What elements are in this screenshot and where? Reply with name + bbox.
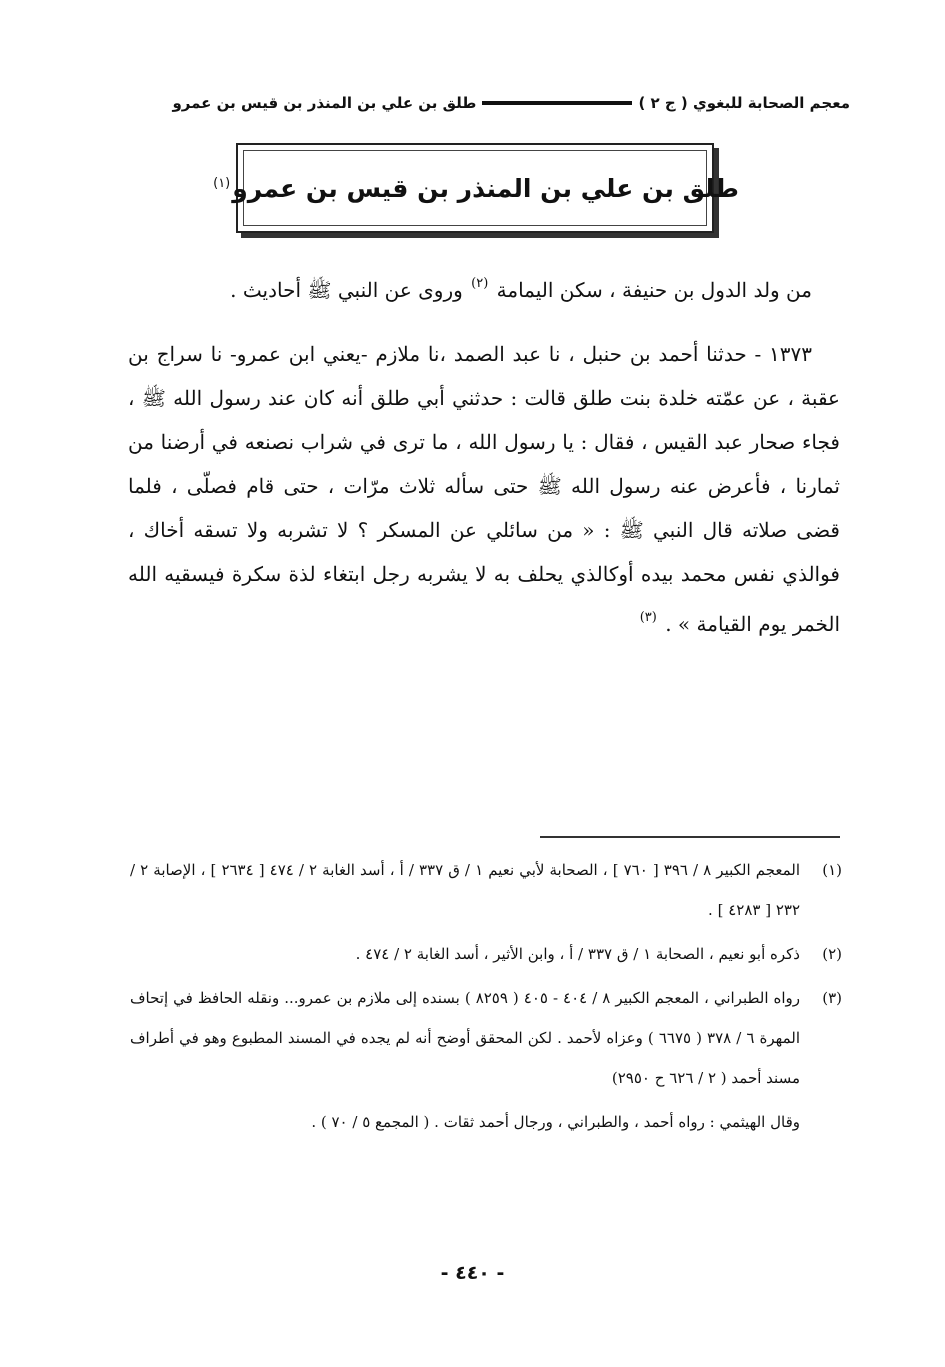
- footnote-2: [130, 934, 842, 974]
- footnote-separator: [540, 836, 840, 838]
- footnote-text: المعجم الكبير ٨ / ٣٩٦ [ ٧٦٠ ] ، الصحابة لأبي نعيم ١ / ق ٣٣٧ / أ ، أسد الغابة ٢ / ٤٧٤ [ ٢٦٣٤ ] ، الإصابة ٢ / ٢٣٢ [ ٤٢٨٣ ] .: [130, 861, 801, 919]
- page-number: - ٤٤٠ -: [440, 1262, 505, 1284]
- footnote-text: ذكره أبو نعيم ، الصحابة ١ / ق ٣٣٧ / أ ، وابن الأثير ، أسد الغابة ٢ / ٤٧٤ .: [355, 945, 800, 963]
- hadith-paragraph: [128, 332, 840, 646]
- main-text: [128, 262, 840, 646]
- footnote-number: (٣): [822, 989, 842, 1007]
- hadith-text: ١٣٧٣ - حدثنا أحمد بن حنبل ، نا عبد الصمد ،نا ملازم -يعني ابن عمرو- نا سراج بن عقبة ، عن عمّته خلدة بنت طلق قالت : حدثني أبي طلق أنه كان عند رسول الله ﷺ ، فجاء صحار عبد القيس ، فقال : يا رسول الله ، ما ترى في شراب نصنعه في أرضنا من ثمارنا ، فأعرض عنه رسول الله ﷺ حتى سأله ثلاث مرّات ، حتى قام فصلّى ، فلما قضى صلاته قال النبي ﷺ : « من سائلي عن المسكر ؟ لا تشربه ولا تسقه أخاك ، فوالذي نفس محمد بيده أوكالذي يحلف به لا يشربه رجل ابتغاء لذة سكرة فيسقيه الله الخمر يوم القيامة » .: [128, 342, 840, 636]
- entry-title-box: [213, 143, 739, 233]
- running-header-entry: طلق بن علي بن المنذر بن قيس بن عمرو: [172, 94, 477, 112]
- running-header-book: معجم الصحابة للبغوي ( ج ٢ ): [638, 94, 850, 112]
- footnote-text: رواه الطبراني ، المعجم الكبير ٨ / ٤٠٤ - ٤٠٥ ( ٨٢٥٩ ) بسنده إلى ملازم بن عمرو... ونقله الحافظ في إتحاف المهرة ٦ / ٣٧٨ ( ٦٦٧٥ ) وعزاه لأحمد . لكن المحقق أوضح أنه لم يجده في المسند المطبوع وهو في أطراف مسند أحمد ( ٢ / ٦٢٦ ح ٢٩٥٠): [130, 989, 801, 1087]
- footnote-number: (٢): [822, 945, 842, 963]
- footnote-3-continuation: وقال الهيثمي : رواه أحمد ، والطبراني ، ورجال أحمد ثقات . ( المجمع ٥ / ٧٠ ) .: [311, 1113, 800, 1131]
- entry-title: [211, 174, 739, 203]
- intro-footnote-ref: (٢): [471, 276, 489, 291]
- footnote-number: (١): [822, 861, 842, 879]
- intro-part-1: من ولد الدول بن حنيفة ، سكن اليمامة: [496, 278, 812, 302]
- footnotes: [130, 850, 842, 1142]
- entry-title-text: طلق بن علي بن المنذر بن قيس بن عمرو: [232, 173, 739, 203]
- intro-part-2: وروى عن النبي ﷺ أحاديث .: [230, 278, 463, 302]
- footnote-3: [130, 978, 842, 1098]
- footnote-1: [130, 850, 842, 930]
- header-rule: [482, 101, 632, 105]
- title-footnote-ref: (١): [213, 175, 231, 191]
- entry-title-frame: [213, 150, 739, 226]
- intro-paragraph: [128, 262, 840, 312]
- hadith-footnote-ref: (٣): [639, 610, 657, 625]
- running-header: [150, 88, 850, 118]
